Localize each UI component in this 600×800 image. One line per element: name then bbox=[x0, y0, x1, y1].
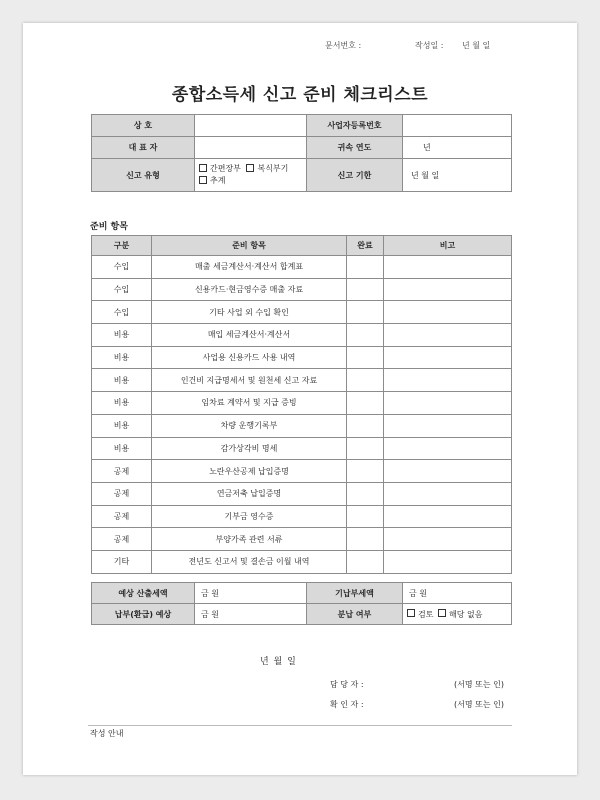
row-category: 비용 bbox=[92, 346, 152, 369]
writing-guide-note: 작성 안내 bbox=[90, 729, 124, 738]
row-category: 비용 bbox=[92, 392, 152, 415]
row-done-checkbox[interactable] bbox=[347, 505, 384, 528]
row-item: 기타 사업 외 수입 확인 bbox=[152, 301, 347, 324]
row-done-checkbox[interactable] bbox=[347, 278, 384, 301]
row-item: 기부금 영수증 bbox=[152, 505, 347, 528]
info-row bbox=[92, 159, 512, 192]
row-notes-field[interactable] bbox=[384, 392, 512, 415]
row-done-checkbox[interactable] bbox=[347, 346, 384, 369]
written-date-units: 년 월 일 bbox=[462, 41, 491, 50]
summary-row bbox=[92, 583, 512, 604]
tax-year-label: 귀속 연도 bbox=[307, 137, 403, 159]
row-category: 공제 bbox=[92, 482, 152, 505]
document-title: 종합소득세 신고 준비 체크리스트 bbox=[171, 85, 429, 105]
row-done-checkbox[interactable] bbox=[347, 414, 384, 437]
row-notes-field[interactable] bbox=[384, 278, 512, 301]
row-item: 부양가족 관련 서류 bbox=[152, 528, 347, 551]
col-header-done: 완료 bbox=[347, 236, 384, 256]
filing-deadline-label: 신고 기한 bbox=[307, 159, 403, 192]
table-row bbox=[92, 550, 512, 573]
info-table bbox=[91, 114, 512, 192]
checkbox-icon bbox=[407, 609, 415, 617]
checkbox-icon bbox=[438, 609, 446, 617]
row-done-checkbox[interactable] bbox=[347, 392, 384, 415]
filing-option-simple[interactable]: 간편장부 bbox=[199, 164, 241, 173]
row-item: 매출 세금계산서·계산서 합계표 bbox=[152, 256, 347, 279]
row-notes-field[interactable] bbox=[384, 301, 512, 324]
table-row bbox=[92, 278, 512, 301]
checkbox-icon bbox=[199, 164, 207, 172]
row-item: 감가상각비 명세 bbox=[152, 437, 347, 460]
payment-refund-field[interactable]: 금 원 bbox=[195, 604, 307, 625]
prepaid-tax-label: 기납부세액 bbox=[307, 583, 403, 604]
row-item: 연금저축 납입증명 bbox=[152, 482, 347, 505]
row-notes-field[interactable] bbox=[384, 324, 512, 347]
table-row bbox=[92, 346, 512, 369]
representative-field[interactable] bbox=[195, 137, 307, 159]
table-row bbox=[92, 460, 512, 483]
row-notes-field[interactable] bbox=[384, 460, 512, 483]
footer-divider bbox=[88, 725, 512, 726]
row-item: 사업용 신용카드 사용 내역 bbox=[152, 346, 347, 369]
row-item: 차량 운행기록부 bbox=[152, 414, 347, 437]
row-category: 비용 bbox=[92, 324, 152, 347]
installment-option-review[interactable]: 검토 bbox=[407, 610, 433, 619]
row-done-checkbox[interactable] bbox=[347, 528, 384, 551]
row-notes-field[interactable] bbox=[384, 437, 512, 460]
filing-deadline-field[interactable]: 년 월 일 bbox=[403, 159, 512, 192]
business-reg-no-field[interactable] bbox=[403, 115, 512, 137]
table-row bbox=[92, 301, 512, 324]
row-item: 임차료 계약서 및 지급 증빙 bbox=[152, 392, 347, 415]
tax-year-field[interactable]: 년 bbox=[403, 137, 512, 159]
row-notes-field[interactable] bbox=[384, 346, 512, 369]
row-item: 매입 세금계산서·계산서 bbox=[152, 324, 347, 347]
row-done-checkbox[interactable] bbox=[347, 437, 384, 460]
row-category: 공제 bbox=[92, 460, 152, 483]
col-header-category: 구분 bbox=[92, 236, 152, 256]
summary-row bbox=[92, 604, 512, 625]
staff-sign-hint: (서명 또는 인) bbox=[454, 680, 504, 689]
filing-type-label: 신고 유형 bbox=[92, 159, 195, 192]
table-row bbox=[92, 482, 512, 505]
row-notes-field[interactable] bbox=[384, 482, 512, 505]
table-row bbox=[92, 392, 512, 415]
row-category: 비용 bbox=[92, 437, 152, 460]
table-row bbox=[92, 437, 512, 460]
doc-number-label: 문서번호 : bbox=[325, 41, 362, 50]
checkbox-icon bbox=[246, 164, 254, 172]
expected-tax-label: 예상 산출세액 bbox=[92, 583, 195, 604]
row-category: 수입 bbox=[92, 256, 152, 279]
payment-refund-label: 납부(환급) 예상 bbox=[92, 604, 195, 625]
business-name-field[interactable] bbox=[195, 115, 307, 137]
row-done-checkbox[interactable] bbox=[347, 369, 384, 392]
col-header-notes: 비고 bbox=[384, 236, 512, 256]
row-category: 기타 bbox=[92, 550, 152, 573]
row-notes-field[interactable] bbox=[384, 256, 512, 279]
table-row bbox=[92, 528, 512, 551]
table-row bbox=[92, 414, 512, 437]
filing-option-double-entry[interactable]: 복식부기 bbox=[246, 164, 288, 173]
row-category: 수입 bbox=[92, 278, 152, 301]
row-item: 노란우산공제 납입증명 bbox=[152, 460, 347, 483]
row-item: 인건비 지급명세서 및 원천세 신고 자료 bbox=[152, 369, 347, 392]
checkbox-icon bbox=[199, 176, 207, 184]
row-notes-field[interactable] bbox=[384, 528, 512, 551]
row-notes-field[interactable] bbox=[384, 369, 512, 392]
info-row bbox=[92, 115, 512, 137]
col-header-item: 준비 항목 bbox=[152, 236, 347, 256]
confirm-label: 확 인 자 : bbox=[330, 700, 364, 709]
business-name-label: 상 호 bbox=[92, 115, 195, 137]
row-item: 전년도 신고서 및 결손금 이월 내역 bbox=[152, 550, 347, 573]
expected-tax-field[interactable]: 금 원 bbox=[195, 583, 307, 604]
table-row bbox=[92, 505, 512, 528]
row-category: 비용 bbox=[92, 369, 152, 392]
row-done-checkbox[interactable] bbox=[347, 460, 384, 483]
row-category: 수입 bbox=[92, 301, 152, 324]
table-row bbox=[92, 256, 512, 279]
written-date-label: 작성일 : bbox=[415, 41, 444, 50]
checklist-header-row bbox=[92, 236, 512, 256]
row-notes-field[interactable] bbox=[384, 550, 512, 573]
checklist-table bbox=[91, 235, 512, 574]
row-done-checkbox[interactable] bbox=[347, 550, 384, 573]
row-done-checkbox[interactable] bbox=[347, 256, 384, 279]
sign-date: 년 월 일 bbox=[260, 657, 296, 667]
row-done-checkbox[interactable] bbox=[347, 482, 384, 505]
row-notes-field[interactable] bbox=[384, 414, 512, 437]
section-title: 준비 항목 bbox=[90, 222, 128, 232]
checklist-body bbox=[92, 256, 512, 574]
table-row bbox=[92, 369, 512, 392]
representative-label: 대 표 자 bbox=[92, 137, 195, 159]
staff-label: 담 당 자 : bbox=[330, 680, 364, 689]
installment-label: 분납 여부 bbox=[307, 604, 403, 625]
row-done-checkbox[interactable] bbox=[347, 324, 384, 347]
info-row bbox=[92, 137, 512, 159]
installment-options bbox=[403, 604, 512, 625]
installment-option-na[interactable]: 해당 없음 bbox=[438, 610, 482, 619]
row-category: 공제 bbox=[92, 528, 152, 551]
filing-type-options bbox=[195, 159, 307, 192]
prepaid-tax-field[interactable]: 금 원 bbox=[403, 583, 512, 604]
confirm-sign-hint: (서명 또는 인) bbox=[454, 700, 504, 709]
table-row bbox=[92, 324, 512, 347]
row-category: 공제 bbox=[92, 505, 152, 528]
row-notes-field[interactable] bbox=[384, 505, 512, 528]
row-item: 신용카드·현금영수증 매출 자료 bbox=[152, 278, 347, 301]
row-category: 비용 bbox=[92, 414, 152, 437]
summary-table bbox=[91, 582, 512, 625]
filing-option-estimate[interactable]: 추계 bbox=[199, 175, 302, 187]
row-done-checkbox[interactable] bbox=[347, 301, 384, 324]
business-reg-no-label: 사업자등록번호 bbox=[307, 115, 403, 137]
